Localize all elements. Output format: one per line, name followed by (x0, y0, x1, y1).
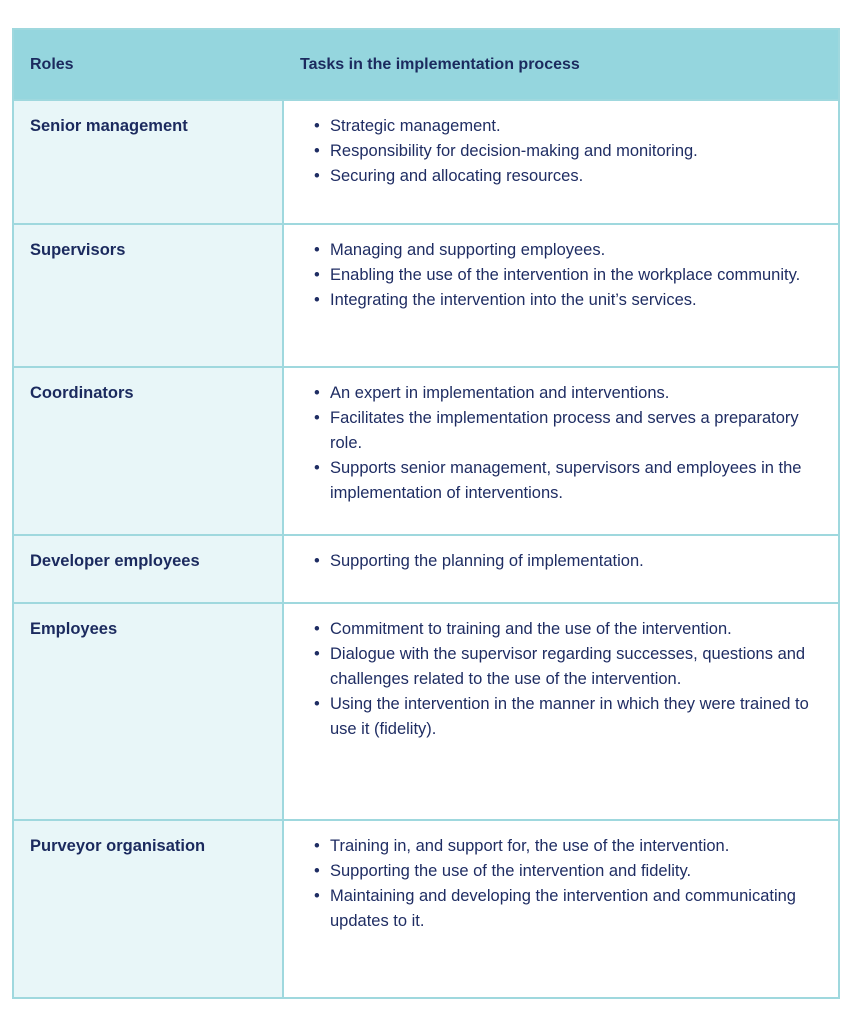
role-cell: Purveyor organisation (14, 821, 284, 997)
tasks-cell (284, 604, 838, 819)
tasks-cell (284, 821, 838, 997)
table-body (14, 99, 838, 997)
table-row (14, 366, 838, 534)
task-item: • Securing and allocating resources. (312, 164, 822, 189)
tasks-cell (284, 101, 838, 223)
table-row (14, 602, 838, 819)
tasks-cell (284, 536, 838, 602)
task-list (312, 834, 822, 934)
task-item: • Commitment to training and the use of the intervention. (312, 617, 822, 642)
task-item: • Integrating the intervention into the unit’s services. (312, 288, 822, 313)
roles-tasks-table (12, 28, 840, 999)
table-row (14, 534, 838, 602)
task-item: • Supporting the use of the intervention and fidelity. (312, 859, 822, 884)
task-item: • Supports senior management, supervisors and employees in the implementation of interventions. (312, 456, 822, 506)
task-item: • An expert in implementation and interventions. (312, 381, 822, 406)
task-item: • Responsibility for decision-making and monitoring. (312, 139, 822, 164)
task-item: • Dialogue with the supervisor regarding successes, questions and challenges related to the use of the intervention. (312, 642, 822, 692)
task-item: • Using the intervention in the manner in which they were trained to use it (fidelity). (312, 692, 822, 742)
task-item: • Managing and supporting employees. (312, 238, 822, 263)
task-list (312, 549, 822, 574)
task-list (312, 238, 822, 313)
task-item: • Maintaining and developing the intervention and communicating updates to it. (312, 884, 822, 934)
role-cell: Supervisors (14, 225, 284, 366)
table-row (14, 223, 838, 366)
role-cell: Senior management (14, 101, 284, 223)
task-list (312, 381, 822, 506)
table-header (14, 30, 838, 99)
role-cell: Coordinators (14, 368, 284, 534)
tasks-cell (284, 225, 838, 366)
header-tasks: Tasks in the implementation process (300, 55, 580, 73)
table-row (14, 99, 838, 223)
header-roles: Roles (30, 55, 74, 73)
task-item: • Enabling the use of the intervention in the workplace community. (312, 263, 822, 288)
tasks-cell (284, 368, 838, 534)
task-item: • Strategic management. (312, 114, 822, 139)
task-item: • Facilitates the implementation process and serves a preparatory role. (312, 406, 822, 456)
table-row (14, 819, 838, 997)
role-cell: Employees (14, 604, 284, 819)
role-cell: Developer employees (14, 536, 284, 602)
task-item: • Training in, and support for, the use of the intervention. (312, 834, 822, 859)
task-list (312, 617, 822, 742)
task-list (312, 114, 822, 189)
task-item: • Supporting the planning of implementation. (312, 549, 822, 574)
